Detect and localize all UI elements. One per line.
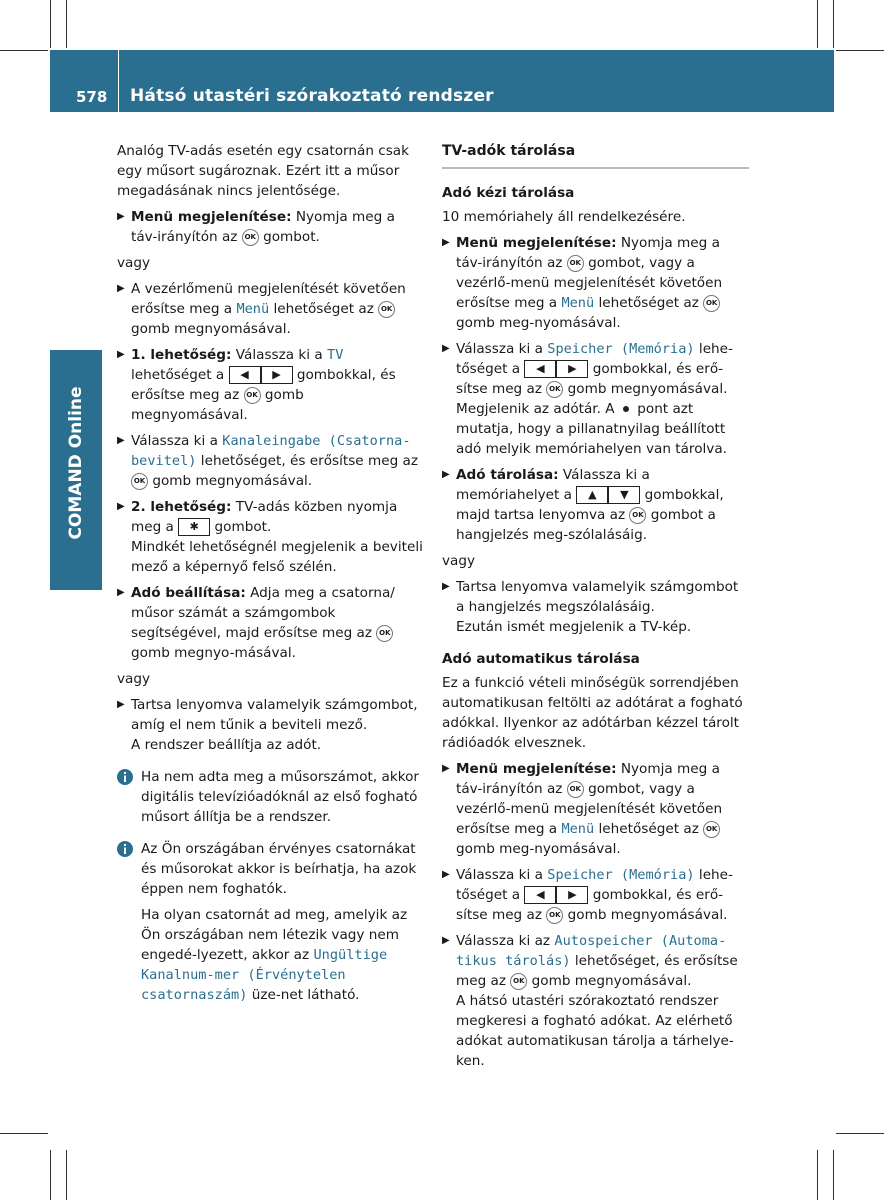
ok-button-icon: OK [244, 387, 261, 404]
ok-button-icon: OK [546, 907, 563, 924]
right-column [442, 141, 749, 1077]
or-label: vagy [117, 671, 151, 687]
step-text: TV-adás közben nyomja meg a [131, 499, 398, 535]
up-arrow-icon: ▲ [576, 486, 608, 504]
info-text: Ha nem adta meg a műsorszámot, akkor digitális televízióadóknál az első fogható műsort állítja be a rendszer. [141, 769, 419, 825]
ok-button-icon: OK [376, 625, 393, 642]
menu-option: TV [327, 347, 344, 363]
step-text: pont azt mutatja, hogy a pillanatnyilag beállított adó melyik memóriahelyen van tárolva. [456, 401, 728, 457]
step-label: 2. lehetőség: [131, 499, 232, 515]
step-text: gomb megnyomásával. [131, 387, 304, 423]
step-text: lehetőséget az [269, 301, 379, 317]
step-text: Válassza ki a [456, 341, 548, 357]
step-option-1 [117, 345, 424, 425]
info-text: üze-net látható. [247, 987, 360, 1003]
step-set-channel [117, 583, 424, 663]
menu-option: Menü [236, 301, 270, 317]
crop-mark [66, 0, 67, 48]
step-text: Nyomja meg a táv-irányítón az [456, 761, 720, 797]
crop-mark [66, 1150, 67, 1200]
or-label: vagy [442, 553, 476, 569]
step-text: Válassza ki a [131, 433, 223, 449]
ok-button-icon: OK [703, 295, 720, 312]
crop-mark [50, 0, 51, 48]
step-text: gomb megnyomásával. [527, 973, 692, 989]
info-note [117, 767, 424, 827]
step-text: gombot. [210, 519, 272, 535]
ok-button-icon: OK [510, 973, 527, 990]
left-arrow-icon: ◀ [524, 360, 556, 378]
step-auto-store [442, 931, 749, 1071]
ok-button-icon: OK [378, 301, 395, 318]
left-column [117, 141, 424, 1011]
left-arrow-icon: ◀ [229, 366, 261, 384]
step-show-menu [117, 207, 424, 247]
crop-mark [836, 50, 884, 51]
ok-button-icon: OK [567, 781, 584, 798]
step-text: Adja meg a csatorna/ műsor számát a számgombok segítségével, majd erősítse meg az [131, 585, 395, 641]
ok-button-icon: OK [703, 821, 720, 838]
step-text: lehe-tőséget a [456, 341, 733, 377]
step-text: gomb megnyomásával. [131, 321, 291, 337]
step-text: A rendszer beállítja az adót. [131, 737, 322, 753]
intro-paragraph: Analóg TV-adás esetén egy csatornán csak egy műsort sugároznak. Ezért itt a műsor megadásának nincs jelentősége. [117, 143, 410, 199]
step-text: lehe-tőséget a [456, 867, 733, 903]
paragraph: 10 memóriahely áll rendelkezésére. [442, 209, 686, 225]
right-arrow-icon: ▶ [556, 886, 588, 904]
step-label: 1. lehetőség: [131, 347, 232, 363]
step-hold-number [117, 695, 424, 755]
star-button-icon: ✱ [178, 518, 210, 536]
ok-button-icon: OK [131, 473, 148, 490]
step-option-2 [117, 497, 424, 577]
step-text: A vezérlőmenü megjelenítését követően erősítse meg a [131, 281, 406, 317]
step-text: gomb megnyomásával. [148, 473, 313, 489]
step-text: gombot, vagy a vezérlő-menü megjelenítését követően erősítse meg a [456, 781, 723, 837]
step-text: Válassza ki a [231, 347, 328, 363]
memory-dot-icon [623, 406, 629, 412]
right-arrow-icon: ▶ [556, 360, 588, 378]
crop-mark [0, 50, 48, 51]
step-show-menu [442, 233, 749, 333]
step-text: gombot, vagy a vezérlő-menü megjelenítését követően erősítse meg a [456, 255, 723, 311]
or-label: vagy [117, 255, 151, 271]
info-icon [117, 769, 133, 785]
section-heading: TV-adók tárolása [442, 141, 749, 169]
step-label: Menü megjelenítése: [456, 761, 617, 777]
side-tab [50, 380, 102, 545]
crop-mark [836, 1133, 884, 1134]
paragraph: Ez a funkció vételi minőségük sorrendjében automatikusan feltölti az adótárat a fogható adókkal. Ilyenkor az adótárban kézzel tárolt rádióadók elvesznek. [442, 675, 743, 751]
menu-option: Speicher (Memória) [547, 867, 695, 883]
info-icon [117, 841, 133, 857]
step-text: lehetőséget a [131, 367, 229, 383]
menu-option: Menü [561, 821, 595, 837]
ok-button-icon: OK [567, 255, 584, 272]
step-text: gomb megnyomásával. [563, 907, 728, 923]
page-header [50, 50, 834, 112]
step-show-menu [442, 759, 749, 859]
step-text: gomb megnyomásával. [563, 381, 728, 397]
crop-mark [817, 0, 818, 48]
menu-option: Menü [561, 295, 595, 311]
menu-option: Autospeicher (Automa-tikus tárolás) [456, 933, 727, 969]
message-text: Ungültige Kanalnum-mer (Érvénytelen csatornaszám) [141, 947, 388, 1003]
step-text: gombot a hangjelzés meg-szólalásáig. [456, 507, 716, 543]
step-text: gombokkal, és erő-sítse meg az [456, 361, 724, 397]
ok-button-icon: OK [629, 507, 646, 524]
info-text: Az Ön országában érvényes csatornákat és műsorokat akkor is beírhatja, ha azok éppen nem foghatók. [141, 841, 417, 897]
step-select-memory [442, 339, 749, 459]
step-confirm-menu [117, 279, 424, 339]
step-text: gombokkal, és erő-sítse meg az [456, 887, 724, 923]
ok-button-icon: OK [546, 381, 563, 398]
page-title: Hátsó utastéri szórakoztató rendszer [130, 86, 494, 106]
step-label: Adó tárolása: [456, 467, 559, 483]
crop-mark [833, 0, 834, 48]
subheading: Adó kézi tárolása [442, 185, 575, 201]
ok-button-icon: OK [242, 229, 259, 246]
step-hold-number [442, 577, 749, 637]
step-text: lehetőséget, és erősítse meg az [196, 453, 418, 469]
step-text: gomb meg-nyomásával. [456, 315, 621, 331]
info-text: Ha olyan csatornát ad meg, amelyik az Ön országában nem létezik vagy nem engedé-lyezett, akkor az [141, 907, 408, 963]
step-label: Menü megjelenítése: [456, 235, 617, 251]
step-text: Tartsa lenyomva valamelyik számgombot a hangjelzés megszólalásáig. [456, 579, 739, 615]
crop-mark [50, 1150, 51, 1200]
step-text: Tartsa lenyomva valamelyik számgombot, amíg el nem tűnik a beviteli mező. [131, 697, 418, 733]
page-number: 578 [76, 88, 108, 106]
subheading: Adó automatikus tárolása [442, 651, 640, 667]
step-text: gombokkal, és erősítse meg az [131, 367, 396, 403]
step-text: Nyomja meg a táv-irányítón az [131, 209, 395, 245]
crop-mark [833, 1150, 834, 1200]
step-text: lehetőséget az [594, 295, 704, 311]
right-arrow-icon: ▶ [261, 366, 293, 384]
step-text: Mindkét lehetőségnél megjelenik a beviteli mező a képernyő felső szélén. [131, 539, 423, 575]
step-text: Ezután ismét megjelenik a TV-kép. [456, 619, 692, 635]
step-label: Menü megjelenítése: [131, 209, 292, 225]
step-text: A hátsó utastéri szórakoztató rendszer megkeresi a fogható adókat. Az elérhető adókat automatikusan tárolja a tárhelye-ken. [456, 993, 734, 1069]
menu-option: Kanaleingabe (Csatorna-bevitel) [131, 433, 411, 469]
info-note [117, 839, 424, 1005]
info-text [141, 905, 424, 1005]
step-label: Adó beállítása: [131, 585, 246, 601]
down-arrow-icon: ▼ [608, 486, 640, 504]
step-text: gombot. [258, 229, 320, 245]
step-text: Megjelenik az adótár. A [456, 401, 619, 417]
step-text: Válassza ki a [456, 867, 548, 883]
crop-mark [0, 1133, 48, 1134]
crop-mark [817, 1150, 818, 1200]
step-text: lehetőséget az [594, 821, 704, 837]
step-text: gomb meg-nyomásával. [456, 841, 621, 857]
step-text: gomb megnyo-másával. [131, 645, 296, 661]
header-divider [118, 50, 119, 112]
step-text: Válassza ki az [456, 933, 555, 949]
side-tab-label: COMAND Online [66, 385, 86, 540]
step-text: lehetőséget, és erősítse meg az [456, 953, 738, 989]
step-text: Nyomja meg a táv-irányítón az [456, 235, 720, 271]
step-select-memory [442, 865, 749, 925]
step-text: Válassza ki a memóriahelyet a [456, 467, 650, 503]
step-store-station [442, 465, 749, 545]
step-channel-input [117, 431, 424, 491]
left-arrow-icon: ◀ [524, 886, 556, 904]
step-text: gombokkal, majd tartsa lenyomva az [456, 487, 724, 523]
menu-option: Speicher (Memória) [547, 341, 695, 357]
